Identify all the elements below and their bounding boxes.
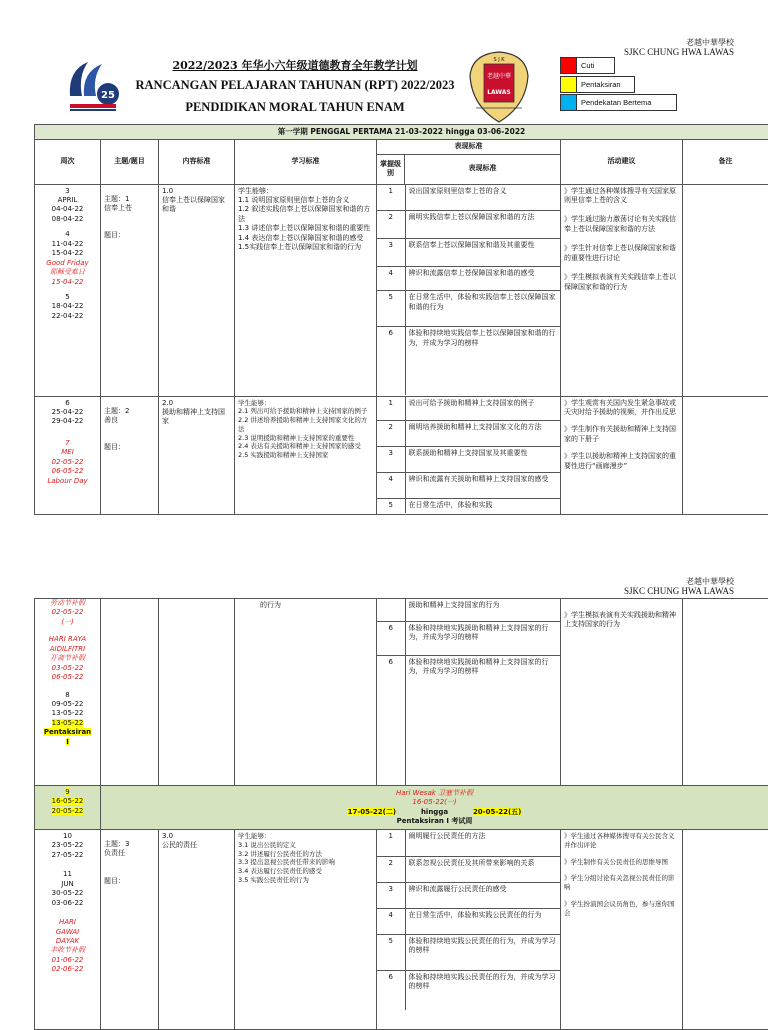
col-perf: 表现标准	[405, 154, 561, 184]
level-desc: 在日常生活中，体验和实践	[405, 499, 560, 513]
badge-bot-text: LAWAS	[487, 89, 511, 96]
topic-name: 善良	[104, 416, 155, 425]
topic-name: 负责任	[104, 849, 155, 858]
week-number: 3	[38, 187, 97, 196]
week-number: 11	[38, 870, 97, 879]
holiday-name: GAWAI	[38, 928, 97, 937]
school-name-en-p2: SJKC CHUNG HWA LAWAS	[624, 586, 734, 596]
activity-item: 》学生观赏有关国内发生紧急事故或天灾时给予援助的视频，并作出反思	[564, 399, 679, 418]
level-number: 2	[377, 211, 405, 239]
holiday-day: (一)	[38, 618, 97, 627]
topic-number: 主题：1	[104, 195, 155, 204]
activity-item: 》学生制作有关公民责任的思维导图	[564, 858, 679, 867]
level-number: 4	[377, 267, 405, 291]
exam-hingga: hingga	[421, 808, 448, 816]
holiday-name: DAYAK	[38, 937, 97, 946]
legend-cuti	[560, 56, 615, 74]
topic-cell	[101, 184, 159, 396]
col-activity: 活动建议	[561, 140, 683, 184]
level-number: 2	[377, 421, 405, 447]
learning-item: 1.3 讲述信奉上苍以保障国家和谐的重要性	[238, 224, 373, 233]
school-name-en: SJKC CHUNG HWA LAWAS	[624, 47, 734, 57]
col-week: 周次	[35, 140, 101, 184]
level-number: 3	[377, 447, 405, 473]
level-desc: 说出国家原则里信奉上苍的含义	[405, 185, 560, 211]
date-end: 29-04-22	[38, 417, 97, 426]
school-name-cn: 老越中華學校	[686, 37, 734, 48]
level-number: 1	[377, 185, 405, 211]
exam-week-label: Pentaksiran I 考试周	[104, 817, 765, 826]
level-number	[377, 599, 405, 621]
legend-pentaksiran	[560, 75, 635, 93]
learning-item: 的行为	[238, 601, 373, 610]
activity-item: 》学生通过各种媒体搜寻有关国家原则里信奉上苍的含义	[564, 187, 679, 206]
week-number: 10	[38, 832, 97, 841]
holiday-name: Good Friday	[38, 259, 97, 268]
date-start: 11-04-22	[38, 240, 97, 249]
topic-cell	[101, 396, 159, 514]
holiday-date: 01-06-22	[38, 956, 97, 965]
holiday-date: 16-05-22(一)	[104, 798, 765, 807]
holiday-date: 02-05-22	[38, 608, 97, 617]
week-cell	[35, 786, 101, 830]
holiday-name: Labour Day	[38, 477, 97, 486]
week-number: 4	[38, 230, 97, 239]
col-note: 备注	[683, 140, 768, 184]
exam-label: Pentaksiran	[44, 728, 91, 736]
content-cell	[159, 184, 235, 396]
logo-number: 25	[101, 90, 115, 101]
learning-item: 2.2 讲述培养援助和精神上支持国家文化的方法	[238, 416, 373, 434]
date-end: 08-04-22	[38, 215, 97, 224]
learning-item: 2.3 说明援助和精神上支持国家的重要性	[238, 434, 373, 443]
badge-top-text: S J K	[493, 57, 505, 63]
date-end: 13-05-22	[38, 709, 97, 718]
content-cell	[159, 396, 235, 514]
title-label: 题目：	[104, 231, 155, 240]
note-cell	[683, 396, 768, 514]
level-desc: 联系援助和精神上支持国家及其重要性	[405, 447, 560, 473]
level-number: 2	[377, 856, 405, 882]
activity-cell	[561, 599, 683, 786]
date-start: 09-05-22	[38, 700, 97, 709]
level-number: 4	[377, 908, 405, 934]
date-start: 25-04-22	[38, 408, 97, 417]
badge-mid-text: 老越中華	[487, 72, 511, 80]
learning-item: 学生能够：	[238, 187, 373, 196]
learning-item: 2.4 表达有关援助和精神上支持国家的感受	[238, 442, 373, 451]
term-header: 第一学期 PENGGAL PERTAMA 21-03-2022 hingga 03-06-2022	[35, 125, 768, 140]
content-number: 3.0	[162, 832, 231, 841]
activity-item: 》学生分组讨论有关忽视公民责任的影响	[564, 874, 679, 892]
level-number: 5	[377, 934, 405, 970]
level-desc: 阐明履行公民责任的方法	[405, 830, 560, 856]
activity-cell	[561, 184, 683, 396]
week-cell	[35, 184, 101, 396]
content-cell	[159, 599, 235, 786]
legend-pendekatan	[560, 93, 677, 111]
holiday-name-cn: 丰收节补假	[38, 946, 97, 955]
topic-cell	[101, 830, 159, 1030]
learning-item: 2.1 列出可给予援助和精神上支持国家的例子	[238, 407, 373, 416]
learning-item: 3.2 讲述履行公民责任的方法	[238, 850, 373, 859]
level-desc: 在日常生活中，体验和实践公民责任的行为	[405, 908, 560, 934]
note-cell	[683, 184, 768, 396]
rpt-table-page2	[34, 598, 768, 1030]
level-number: 6	[377, 327, 405, 395]
date-end: 27-05-22	[38, 851, 97, 860]
week-number: 6	[38, 399, 97, 408]
learning-item: 1.5实践信奉上苍以保障国家和谐的行为	[238, 243, 373, 252]
holiday-date: 03-05-22	[38, 664, 97, 673]
level-table	[377, 185, 560, 395]
learning-item: 学生能够：	[238, 832, 373, 841]
topic-cell	[101, 599, 159, 786]
topic-name: 信奉上苍	[104, 204, 155, 213]
week-cell	[35, 599, 101, 786]
level-number: 5	[377, 291, 405, 327]
holiday-name: HARI	[38, 918, 97, 927]
title-chinese: 2022/2023 年华小六年级道德教育全年教学计划	[120, 57, 470, 73]
col-learning: 学习标准	[235, 140, 377, 184]
perf-cell	[377, 830, 561, 1030]
level-desc: 联系忽视公民责任及其所带来影响的关系	[405, 856, 560, 882]
legend-swatch-yellow	[560, 76, 577, 93]
title-subject: PENDIDIKAN MORAL TAHUN ENAM	[120, 100, 470, 115]
exam-number: I	[66, 738, 69, 746]
holiday-date: 06-05-22	[38, 673, 97, 682]
date-start: 23-05-22	[38, 841, 97, 850]
holiday-date: 02-06-22	[38, 965, 97, 974]
holiday-name-cn: 开斋节补假	[38, 654, 97, 663]
month-label: MEI	[38, 448, 97, 457]
week-cell	[35, 830, 101, 1030]
perf-cell	[377, 599, 561, 786]
activity-item: 》学生模拟表演有关实践援助和精神上支持国家的行为	[564, 601, 679, 630]
level-number: 6	[377, 970, 405, 1010]
week-number: 5	[38, 293, 97, 302]
table-row	[35, 184, 768, 396]
holiday-name: AIDILFITRI	[38, 645, 97, 654]
level-desc: 联系信奉上苍以保障国家和谐及其重要性	[405, 239, 560, 267]
level-desc: 说出可给予援助和精神上支持国家的例子	[405, 397, 560, 421]
date-end: 06-05-22	[38, 467, 97, 476]
level-number: 6	[377, 655, 405, 785]
holiday-date: 15-04-22	[38, 278, 97, 287]
perf-cell	[377, 396, 561, 514]
level-number: 6	[377, 621, 405, 655]
date-start: 30-05-22	[38, 889, 97, 898]
exam-end: 20-05-22(五)	[473, 808, 521, 816]
level-number: 1	[377, 397, 405, 421]
learning-cell	[235, 599, 377, 786]
learning-item: 3.4 表达履行公民责任的感受	[238, 867, 373, 876]
level-table	[377, 599, 560, 785]
legend-label: Cuti	[577, 57, 615, 74]
level-desc: 阐明培养援助和精神上支持国家文化的方法	[405, 421, 560, 447]
week-number: 8	[38, 691, 97, 700]
learning-cell	[235, 184, 377, 396]
table-row	[35, 786, 768, 830]
note-cell	[683, 599, 768, 786]
learning-cell	[235, 830, 377, 1030]
content-text: 公民的责任	[162, 841, 231, 850]
level-desc: 体验和持续地实践信奉上苍以保障国家和谐的行为，并成为学习的榜样	[405, 327, 560, 395]
level-number: 1	[377, 830, 405, 856]
date-start: 16-05-22	[52, 797, 84, 805]
legend-label: Pendekatan Bertema	[577, 94, 677, 111]
level-table	[377, 830, 560, 1010]
month-label: JUN	[38, 880, 97, 889]
date-start: 04-04-22	[38, 205, 97, 214]
activity-item: 》学生扮演国会议员角色，参与迷你国会	[564, 900, 679, 918]
date-start: 18-04-22	[38, 302, 97, 311]
date-end: 03-06-22	[38, 899, 97, 908]
content-number: 2.0	[162, 399, 231, 408]
week-cell	[35, 396, 101, 514]
learning-item: 2.5 实践援助和精神上支持国家	[238, 451, 373, 460]
learning-item: 3.5 实践公民责任的行为	[238, 876, 373, 885]
level-desc: 援助和精神上支持国家的行为	[405, 599, 560, 621]
content-number: 1.0	[162, 187, 231, 196]
legend-label: Pentaksiran	[577, 76, 635, 93]
activity-item: 》学生模拟表演有关实践信奉上苍以保障国家和谐的行为	[564, 273, 679, 292]
learning-item: 1.2 叙述实践信奉上苍以保障国家和谐的方法	[238, 205, 373, 224]
activity-cell	[561, 830, 683, 1030]
topic-number: 主题：3	[104, 840, 155, 849]
date-end: 22-04-22	[38, 312, 97, 321]
school-badge-logo	[466, 50, 532, 124]
learning-item: 学生能够：	[238, 399, 373, 408]
date-end: 20-05-22	[52, 807, 84, 815]
exam-date: 13-05-22	[52, 719, 84, 727]
school-name-cn-p2: 老越中華學校	[686, 576, 734, 587]
table-row	[35, 830, 768, 1030]
level-desc: 阐明实践信奉上苍以保障国家和谐的方法	[405, 211, 560, 239]
table-row	[35, 599, 768, 786]
level-number: 3	[377, 882, 405, 908]
col-perf-group: 表现标准	[377, 140, 561, 154]
content-cell	[159, 830, 235, 1030]
activity-cell	[561, 396, 683, 514]
learning-cell	[235, 396, 377, 514]
rpt-table-page1	[34, 124, 768, 515]
exam-start: 17-05-22(二)	[348, 808, 396, 816]
activity-item: 》学生制作有关援助和精神上支持国家的下册子	[564, 425, 679, 444]
activity-item: 》学生针对信奉上苍以保障国家和谐的重要性进行讨论	[564, 244, 679, 263]
table-row	[35, 396, 768, 514]
note-cell	[683, 830, 768, 1030]
level-desc: 体验和持续地实践公民责任的行为，并成为学习的榜样	[405, 970, 560, 1010]
level-desc: 辨识和流露履行公民责任的感受	[405, 882, 560, 908]
title-rpt: RANCANGAN PELAJARAN TAHUNAN (RPT) 2022/2023	[120, 78, 470, 93]
level-desc: 体验和持续地实践援助和精神上支持国家的行为，并成为学习的榜样	[405, 621, 560, 655]
date-start: 02-05-22	[38, 458, 97, 467]
level-number: 3	[377, 239, 405, 267]
activity-item: 》学生以援助和精神上支持国家的重要性进行“画廊漫步”	[564, 452, 679, 471]
col-topic: 主题/题目	[101, 140, 159, 184]
holiday-name: 劳动节补假	[38, 599, 97, 608]
topic-number: 主题：2	[104, 407, 155, 416]
learning-item: 3.3 提出忽视公民责任带来的影响	[238, 858, 373, 867]
col-content: 内容标准	[159, 140, 235, 184]
col-level: 掌握级别	[377, 154, 405, 184]
learning-item: 1.4 表达信奉上苍以保障国家和谐的感受	[238, 234, 373, 243]
week-number: 9	[65, 788, 69, 796]
holiday-name-cn: 耶稣受难日	[38, 268, 97, 277]
level-desc: 在日常生活中，体验和实践信奉上苍以保障国家和谐的行为	[405, 291, 560, 327]
title-label: 题目：	[104, 443, 155, 452]
content-text: 信奉上苍以保障国家和谐	[162, 196, 231, 215]
level-table	[377, 397, 560, 513]
perf-cell	[377, 184, 561, 396]
level-desc: 体验和持续地实践援助和精神上支持国家的行为，并成为学习的榜样	[405, 655, 560, 785]
holiday-name: Hari Wesak 卫塞节补假	[104, 789, 765, 798]
level-number: 4	[377, 473, 405, 499]
learning-item: 1.1 说明国家原则里信奉上苍的含义	[238, 196, 373, 205]
week-number: 7	[38, 439, 97, 448]
content-text: 援助和精神上支持国家	[162, 408, 231, 427]
level-desc: 辨识和流露有关援助和精神上支持国家的感受	[405, 473, 560, 499]
date-end: 15-04-22	[38, 249, 97, 258]
level-desc: 辨识和流露信奉上苍保障国家和谐的感受	[405, 267, 560, 291]
holiday-name: HARI RAYA	[38, 635, 97, 644]
ministry-logo	[64, 56, 122, 114]
legend-swatch-red	[560, 57, 577, 74]
title-label: 题目：	[104, 877, 155, 886]
level-number: 5	[377, 499, 405, 513]
activity-item: 》学生通过各种媒体搜寻有关公民含义并作出评论	[564, 832, 679, 850]
month-label: APRIL	[38, 196, 97, 205]
learning-item: 3.1 说出公民的定义	[238, 841, 373, 850]
legend-swatch-blue	[560, 94, 577, 111]
activity-item: 》学生通过脑力激荡讨论有关实践信奉上苍以保障国家和谐的方法	[564, 215, 679, 234]
level-desc: 体验和持续地实践公民责任的行为，并成为学习的榜样	[405, 934, 560, 970]
exam-week-banner	[101, 786, 768, 830]
